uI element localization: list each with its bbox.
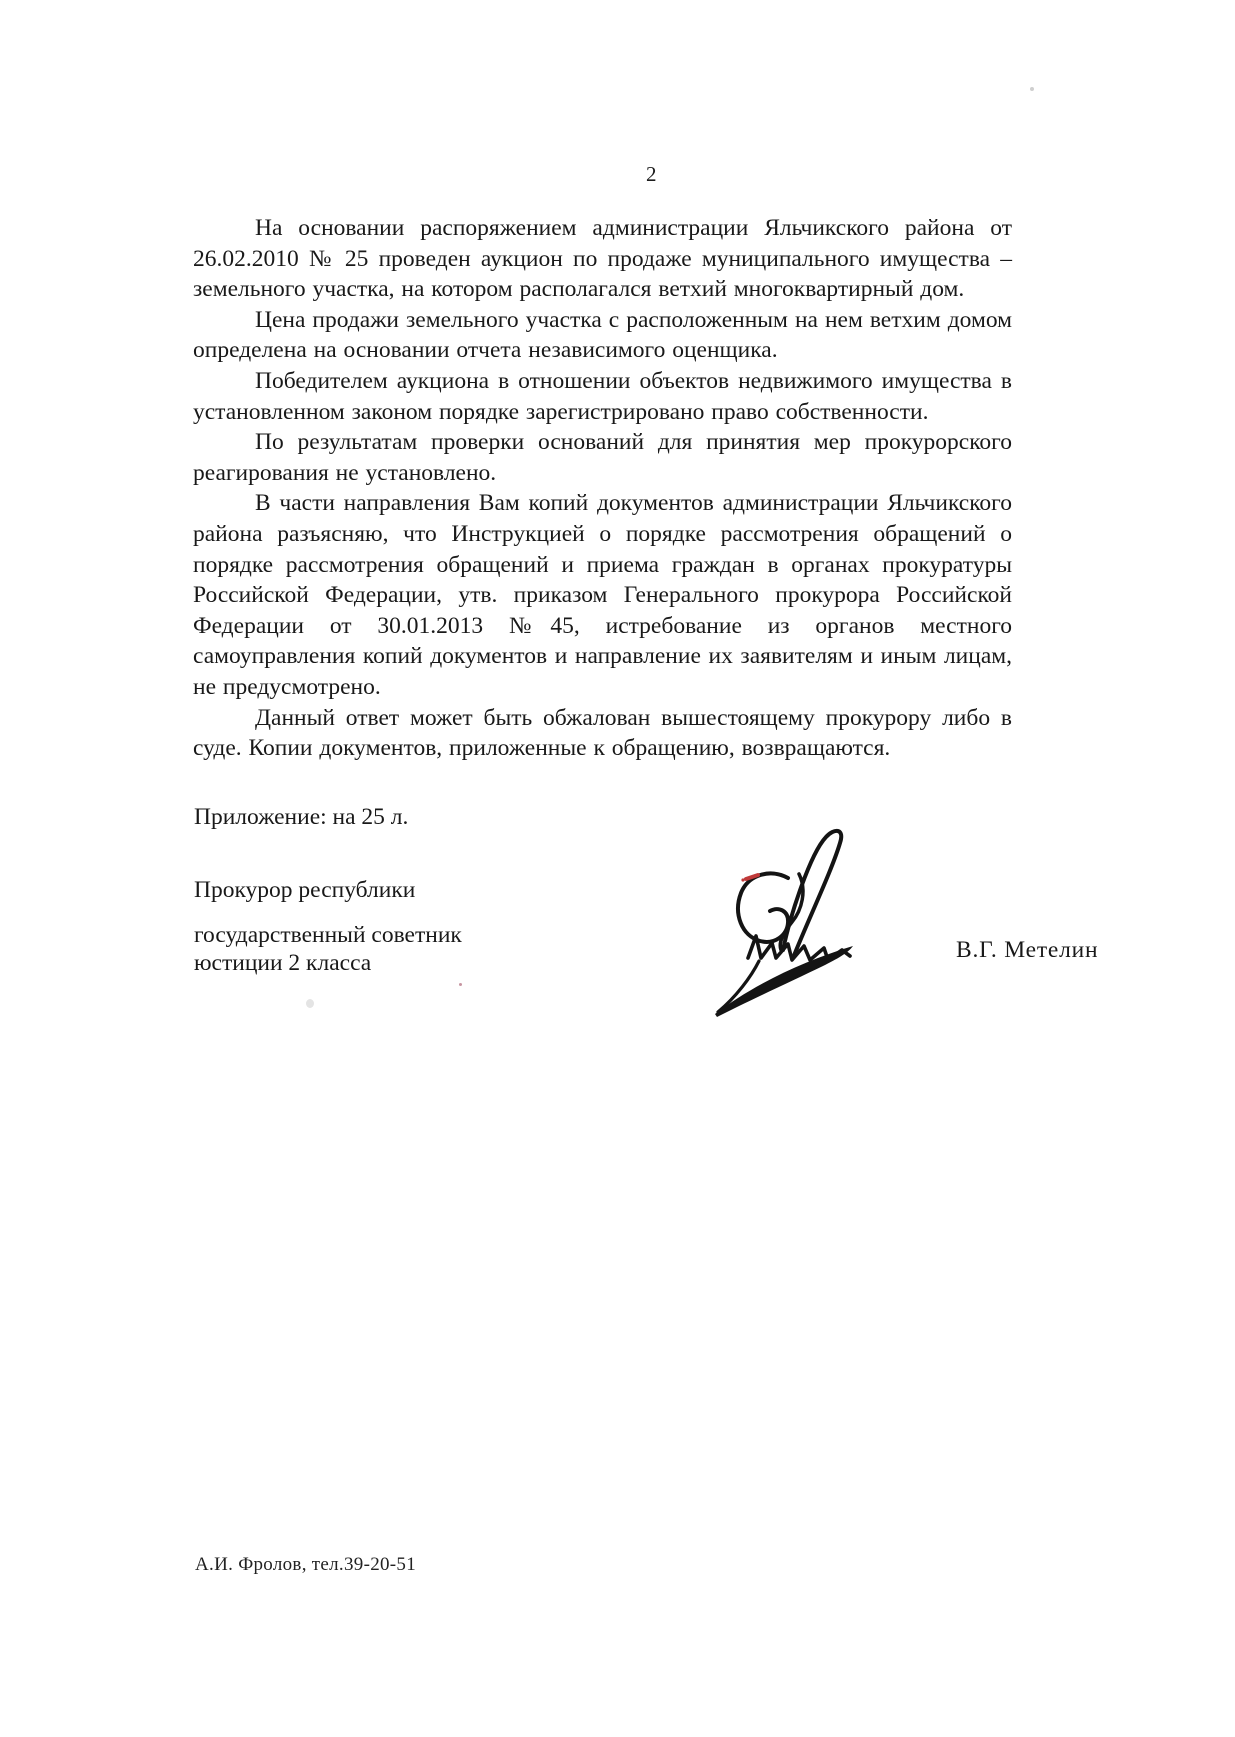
scan-speck: [459, 983, 462, 986]
paragraph: Победителем аукциона в отношении объектов недвижимого имущества в установленном законом порядке зарегистрировано право собственности.: [193, 367, 1012, 425]
attachment-note: Приложение: на 25 л.: [194, 804, 409, 830]
handwritten-signature-icon: [698, 748, 878, 1028]
paragraph: По результатам проверки оснований для принятия мер прокурорского реагирования не установлено.: [193, 429, 1012, 486]
signer-name: В.Г. Метелин: [956, 937, 1099, 963]
executor-footer: А.И. Фролов, тел.39-20-51: [195, 1554, 417, 1575]
paragraph: Цена продажи земельного участка с расположенным на нем ветхим домом определена на основании отчета независимого оценщика.: [193, 306, 1012, 364]
document-body: [193, 213, 1012, 764]
paragraph: Данный ответ может быть обжалован вышестоящему прокурору либо в суде. Копии документов, приложенные к обращению, возвращаются.: [193, 704, 1012, 762]
scan-speck: [306, 999, 314, 1008]
signer-position-title: Прокурор республики: [194, 877, 416, 903]
signer-rank-line1: государственный советник: [194, 922, 462, 948]
page-number: 2: [646, 162, 657, 186]
scan-speck: [1030, 87, 1034, 91]
paragraph: На основании распоряжением администрации Яльчикского района от 26.02.2010 № 25 проведен аукцион по продаже муниципального имущества – земельного участка, на котором располагался ветхий многоквартирный дом.: [193, 215, 1012, 303]
paragraph: В части направления Вам копий документов администрации Яльчикского района разъясняю, что Инструкцией о порядке рассмотрения обращений о порядке рассмотрения обращений и приема граждан в органах прокуратуры Российской Федерации, утв. приказом Генерального прокурора Российской Федерации от 30.01.2013 №45, истребование из органов местного самоуправления копий документов и направление их заявителям и иным лицам, не предусмотрено.: [193, 490, 1012, 700]
signer-rank-line2: юстиции 2 класса: [194, 950, 372, 976]
